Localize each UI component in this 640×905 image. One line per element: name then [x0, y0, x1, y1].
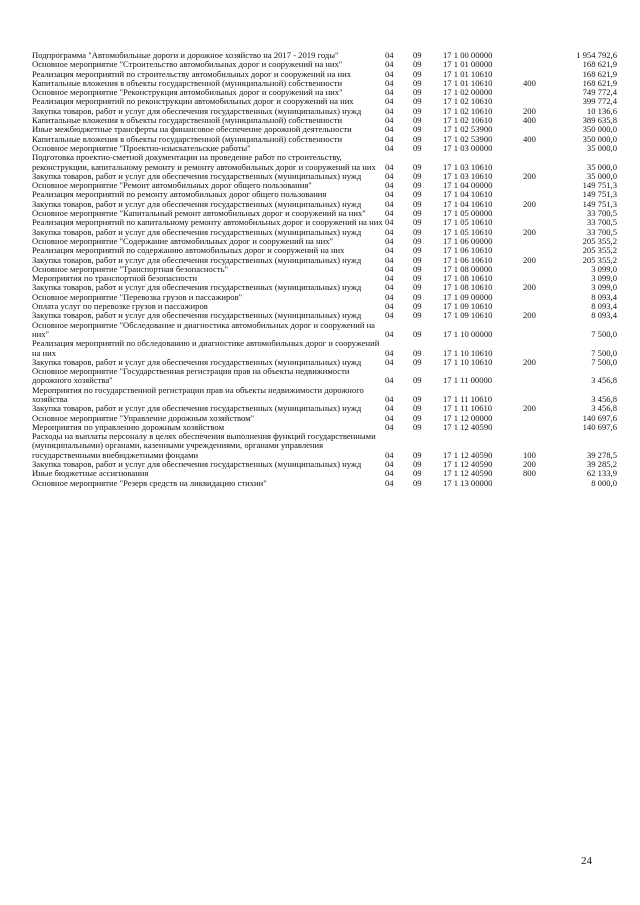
row-target-code: 17 1 10 10610	[443, 347, 493, 358]
row-name: Закупка товаров, работ и услуг для обеспечения государственных (муниципальных) нужд	[32, 105, 362, 116]
row-amount: 33 700,5	[586, 226, 617, 237]
row-subsection: 09	[413, 226, 422, 237]
row-subsection: 09	[413, 142, 422, 153]
row-name: Мероприятия по транспортной безопасности	[32, 273, 198, 284]
row-target-code: 17 1 05 10610	[443, 226, 493, 237]
row-expense-type: 200	[523, 226, 536, 237]
row-name: Основное мероприятие "Ремонт автомобильных дорог общего пользования"	[32, 180, 312, 191]
row-amount: 140 697,6	[582, 412, 617, 423]
row-subsection: 09	[413, 328, 422, 339]
row-amount: 1 954 792,6	[576, 50, 617, 60]
row-section: 04	[385, 459, 394, 470]
row-subsection: 09	[413, 161, 422, 172]
row-expense-type	[523, 367, 557, 386]
row-amount: 8 093,4	[591, 310, 617, 321]
row-target-code: 17 1 03 10610	[443, 170, 493, 181]
row-expense-type: 200	[523, 198, 536, 209]
table-row	[32, 153, 617, 172]
row-target-code: 17 1 12 00000	[443, 412, 493, 423]
row-name: Основное мероприятие "Перевозка грузов и пассажиров"	[32, 291, 243, 302]
row-target-code: 17 1 03 10610	[443, 161, 493, 172]
row-subsection: 09	[413, 189, 422, 200]
row-section: 04	[385, 142, 394, 153]
row-expense-type	[523, 265, 557, 274]
row-subsection: 09	[413, 291, 422, 302]
row-subsection: 09	[413, 449, 422, 460]
row-amount: 8 093,4	[591, 301, 617, 312]
row-amount: 7 500,0	[591, 328, 617, 339]
row-expense-type	[523, 386, 557, 405]
row-expense-type	[523, 51, 557, 60]
row-expense-type: 200	[523, 254, 536, 265]
row-subsection: 09	[413, 468, 422, 479]
row-subsection: 09	[413, 115, 422, 126]
row-target-code: 17 1 04 10610	[443, 198, 493, 209]
row-target-code: 17 1 06 00000	[443, 235, 493, 246]
row-subsection: 09	[413, 170, 422, 181]
row-name: Основное мероприятие "Резерв средств на ликвидацию стихии"	[32, 477, 267, 488]
row-target-code: 17 1 04 10610	[443, 189, 493, 200]
row-section: 04	[385, 263, 394, 274]
row-section: 04	[385, 198, 394, 209]
table-row	[32, 367, 617, 386]
row-target-code: 17 1 02 53900	[443, 124, 493, 135]
row-subsection: 09	[413, 208, 422, 219]
row-subsection: 09	[413, 412, 422, 423]
row-section: 04	[385, 170, 394, 181]
row-name: Закупка товаров, работ и услуг для обеспечения государственных (муниципальных) нужд	[32, 198, 362, 209]
row-amount: 389 635,8	[582, 115, 617, 126]
budget-table	[32, 51, 617, 488]
row-subsection: 09	[413, 347, 422, 358]
row-subsection: 09	[413, 68, 422, 79]
row-subsection: 09	[413, 282, 422, 293]
row-name: Иные межбюджетные трансферты на финансовое обеспечение дорожной деятельности	[32, 124, 352, 135]
row-amount: 749 772,4	[582, 87, 617, 98]
row-name: Закупка товаров, работ и услуг для обеспечения государственных (муниципальных) нужд	[32, 459, 362, 470]
row-amount: 39 278,5	[586, 449, 617, 460]
row-subsection: 09	[413, 77, 422, 88]
table-row	[32, 386, 617, 405]
row-subsection: 09	[413, 87, 422, 98]
row-amount: 350 000,0	[582, 124, 617, 135]
row-section: 04	[385, 96, 394, 107]
row-amount: 7 500,0	[591, 347, 617, 358]
row-name: Закупка товаров, работ и услуг для обеспечения государственных (муниципальных) нужд	[32, 310, 362, 321]
row-amount: 149 751,3	[582, 189, 617, 200]
row-name: Реализация мероприятий по ремонту автомобильных дорог общего пользования	[32, 189, 327, 200]
row-expense-type	[523, 209, 557, 218]
row-section: 04	[385, 161, 394, 172]
row-section: 04	[385, 449, 394, 460]
row-expense-type: 200	[523, 403, 536, 414]
row-subsection: 09	[413, 421, 422, 432]
row-subsection: 09	[413, 263, 422, 274]
row-target-code: 17 1 01 10610	[443, 77, 493, 88]
row-subsection: 09	[413, 477, 422, 488]
row-name: Закупка товаров, работ и услуг для обеспечения государственных (муниципальных) нужд	[32, 170, 362, 181]
row-subsection: 09	[413, 273, 422, 284]
row-expense-type	[523, 423, 557, 432]
row-target-code: 17 1 06 10610	[443, 245, 493, 256]
row-name: Капитальные вложения в объекты государственной (муниципальной) собственности	[32, 115, 343, 126]
row-subsection: 09	[413, 198, 422, 209]
row-amount: 10 136,6	[586, 105, 617, 116]
row-expense-type	[523, 181, 557, 190]
row-subsection: 09	[413, 235, 422, 246]
row-expense-type	[523, 153, 557, 172]
row-name: Закупка товаров, работ и услуг для обеспечения государственных (муниципальных) нужд	[32, 282, 362, 293]
row-section: 04	[385, 477, 394, 488]
row-name: Основное мероприятие "Управление дорожным хозяйством"	[32, 412, 255, 423]
row-target-code: 17 1 00 00000	[443, 50, 493, 60]
row-name: Основное мероприятие "Реконструкция автомобильных дорог и сооружений на них"	[32, 87, 343, 98]
row-expense-type	[523, 293, 557, 302]
row-amount: 62 133,9	[586, 468, 617, 479]
row-amount: 205 355,2	[582, 254, 617, 265]
row-amount: 33 700,5	[586, 208, 617, 219]
row-amount: 399 772,4	[582, 96, 617, 107]
row-amount: 350 000,0	[582, 133, 617, 144]
row-section: 04	[385, 208, 394, 219]
row-name: Оплата услуг по перевозке грузов и пассажиров	[32, 301, 208, 312]
row-section: 04	[385, 273, 394, 284]
row-name: Закупка товаров, работ и услуг для обеспечения государственных (муниципальных) нужд	[32, 226, 362, 237]
row-subsection: 09	[413, 254, 422, 265]
row-name: Капитальные вложения в объекты государственной (муниципальной) собственности	[32, 133, 343, 144]
row-name: Реализация мероприятий по строительству автомобильных дорог и сооружений на них	[32, 68, 352, 79]
row-expense-type: 200	[523, 459, 536, 470]
row-target-code: 17 1 03 00000	[443, 142, 493, 153]
row-name: Мероприятия по управлению дорожным хозяйством	[32, 421, 225, 432]
row-section: 04	[385, 328, 394, 339]
row-expense-type: 800	[523, 468, 536, 479]
row-section: 04	[385, 226, 394, 237]
row-expense-type: 400	[523, 133, 536, 144]
row-amount: 8 000,0	[591, 477, 617, 488]
row-expense-type: 100	[523, 449, 536, 460]
row-amount: 8 093,4	[591, 291, 617, 302]
table-row	[32, 321, 617, 340]
row-name: Закупка товаров, работ и услуг для обеспечения государственных (муниципальных) нужд	[32, 254, 362, 265]
row-section: 04	[385, 421, 394, 432]
row-subsection: 09	[413, 356, 422, 367]
row-section: 04	[385, 77, 394, 88]
row-section: 04	[385, 412, 394, 423]
row-name: Закупка товаров, работ и услуг для обеспечения государственных (муниципальных) нужд	[32, 403, 362, 414]
row-subsection: 09	[413, 301, 422, 312]
row-section: 04	[385, 291, 394, 302]
row-name: Иные бюджетные ассигнования	[32, 468, 149, 479]
row-section: 04	[385, 217, 394, 228]
table-row	[32, 479, 617, 488]
row-target-code: 17 1 13 00000	[443, 477, 493, 488]
row-amount: 3 456,8	[591, 393, 617, 404]
row-target-code: 17 1 05 10610	[443, 217, 493, 228]
row-amount: 3 099,0	[591, 273, 617, 284]
row-subsection: 09	[413, 50, 422, 60]
row-amount: 205 355,2	[582, 235, 617, 246]
row-section: 04	[385, 468, 394, 479]
row-subsection: 09	[413, 403, 422, 414]
row-section: 04	[385, 245, 394, 256]
budget-table-body	[32, 51, 617, 488]
row-target-code: 17 1 06 10610	[443, 254, 493, 265]
row-name: Основное мероприятие "Строительство автомобильных дорог и сооружений на них"	[32, 59, 343, 70]
row-name: Реализация мероприятий по обследованию и диагностике автомобильных дорог и сооружений на них	[32, 338, 380, 358]
row-target-code: 17 1 09 10610	[443, 301, 493, 312]
row-target-code: 17 1 11 00000	[443, 375, 493, 386]
row-name: Реализация мероприятий по капитальному ремонту автомобильных дорог и сооружений на них	[32, 217, 383, 228]
row-target-code: 17 1 08 10610	[443, 282, 493, 293]
row-expense-type	[523, 479, 557, 488]
row-target-code: 17 1 10 10610	[443, 356, 493, 367]
row-amount: 149 751,3	[582, 198, 617, 209]
row-amount: 205 355,2	[582, 245, 617, 256]
row-amount: 39 285,2	[586, 459, 617, 470]
row-name: Закупка товаров, работ и услуг для обеспечения государственных (муниципальных) нужд	[32, 356, 362, 367]
row-section: 04	[385, 105, 394, 116]
row-target-code: 17 1 12 40590	[443, 468, 493, 479]
row-name: Капитальные вложения в объекты государственной (муниципальной) собственности	[32, 77, 343, 88]
row-name: Основное мероприятие "Обследование и диагностика автомобильных дорог и сооружений на них"	[32, 319, 375, 339]
row-target-code: 17 1 02 10610	[443, 115, 493, 126]
row-section: 04	[385, 301, 394, 312]
row-subsection: 09	[413, 393, 422, 404]
row-expense-type: 200	[523, 170, 536, 181]
row-name: Реализация мероприятий по реконструкции автомобильных дорог и сооружений на них	[32, 96, 354, 107]
row-amount: 7 500,0	[591, 356, 617, 367]
row-target-code: 17 1 02 53900	[443, 133, 493, 144]
row-target-code: 17 1 01 10610	[443, 68, 493, 79]
row-name: Подготовка проектно-сметной документации на проведение работ по строительству, реконструкции, капитальному ремонту и ремонту автомобильных дорог и сооружений на них	[32, 152, 376, 172]
row-name: Основное мероприятие "Транспортная безопасность"	[32, 263, 229, 274]
row-target-code: 17 1 10 00000	[443, 328, 493, 339]
row-target-code: 17 1 09 00000	[443, 291, 493, 302]
row-expense-type	[523, 321, 557, 340]
row-target-code: 17 1 08 00000	[443, 263, 493, 274]
row-amount: 3 456,8	[591, 403, 617, 414]
row-section: 04	[385, 189, 394, 200]
row-section: 04	[385, 393, 394, 404]
row-section: 04	[385, 282, 394, 293]
row-section: 04	[385, 254, 394, 265]
row-amount: 33 700,5	[586, 217, 617, 228]
row-target-code: 17 1 02 10610	[443, 96, 493, 107]
row-section: 04	[385, 310, 394, 321]
row-name: Мероприятия по государственной регистрации прав на объекты недвижимости дорожного хозяйства	[32, 384, 364, 404]
row-target-code: 17 1 01 00000	[443, 59, 493, 70]
row-name: Основное мероприятие "Капитальный ремонт автомобильных дорог и сооружений на них"	[32, 208, 366, 219]
row-section: 04	[385, 356, 394, 367]
row-expense-type: 400	[523, 115, 536, 126]
row-target-code: 17 1 12 40590	[443, 421, 493, 432]
row-amount: 35 000,0	[586, 170, 617, 181]
row-subsection: 09	[413, 459, 422, 470]
row-subsection: 09	[413, 217, 422, 228]
row-expense-type: 200	[523, 356, 536, 367]
row-section: 04	[385, 87, 394, 98]
row-amount: 149 751,3	[582, 180, 617, 191]
row-target-code: 17 1 08 10610	[443, 273, 493, 284]
row-name: Основное мероприятие "Проектно-изыскательские работы"	[32, 142, 251, 153]
row-amount: 3 456,8	[591, 375, 617, 386]
row-subsection: 09	[413, 105, 422, 116]
row-subsection: 09	[413, 59, 422, 70]
row-expense-type: 200	[523, 105, 536, 116]
row-target-code: 17 1 12 40590	[443, 459, 493, 470]
row-amount: 35 000,0	[586, 142, 617, 153]
row-expense-type	[523, 60, 557, 69]
row-expense-type: 200	[523, 310, 536, 321]
row-subsection: 09	[413, 245, 422, 256]
table-row	[32, 339, 617, 358]
row-amount: 35 000,0	[586, 161, 617, 172]
row-amount: 3 099,0	[591, 282, 617, 293]
row-expense-type: 400	[523, 77, 536, 88]
row-name: Реализация мероприятий по содержанию автомобильных дорог и сооружений на них	[32, 245, 345, 256]
row-expense-type	[523, 339, 557, 358]
row-name: Расходы на выплаты персоналу в целях обеспечения выполнения функций государственными (муниципальными) органами, казенными учреждениями, органами управления государственными внебюджетными фондами	[32, 431, 376, 460]
row-target-code: 17 1 12 40590	[443, 449, 493, 460]
row-amount: 168 621,9	[582, 59, 617, 70]
row-amount: 168 621,9	[582, 68, 617, 79]
row-expense-type: 200	[523, 282, 536, 293]
row-target-code: 17 1 04 00000	[443, 180, 493, 191]
row-section: 04	[385, 403, 394, 414]
row-section: 04	[385, 375, 394, 386]
row-name: Основное мероприятие "Содержание автомобильных дорог и сооружений на них"	[32, 235, 334, 246]
row-expense-type	[523, 237, 557, 246]
row-target-code: 17 1 09 10610	[443, 310, 493, 321]
row-target-code: 17 1 02 10610	[443, 105, 493, 116]
row-name: Подпрограмма "Автомобильные дороги и дорожное хозяйство на 2017 - 2019 годы"	[32, 50, 339, 60]
page-number: 24	[581, 855, 592, 867]
row-subsection: 09	[413, 375, 422, 386]
row-section: 04	[385, 68, 394, 79]
row-section: 04	[385, 235, 394, 246]
row-amount: 3 099,0	[591, 263, 617, 274]
row-amount: 140 697,6	[582, 421, 617, 432]
row-expense-type	[523, 414, 557, 423]
row-section: 04	[385, 115, 394, 126]
row-expense-type	[523, 144, 557, 153]
row-expense-type	[523, 88, 557, 97]
row-subsection: 09	[413, 133, 422, 144]
row-amount: 168 621,9	[582, 77, 617, 88]
row-subsection: 09	[413, 180, 422, 191]
row-target-code: 17 1 02 00000	[443, 87, 493, 98]
row-subsection: 09	[413, 310, 422, 321]
row-section: 04	[385, 180, 394, 191]
row-section: 04	[385, 59, 394, 70]
row-target-code: 17 1 11 10610	[443, 393, 493, 404]
row-name: Основное мероприятие "Государственная регистрация прав на объекты недвижимости дорожного хозяйства"	[32, 366, 350, 386]
row-target-code: 17 1 05 00000	[443, 208, 493, 219]
row-section: 04	[385, 133, 394, 144]
row-target-code: 17 1 11 10610	[443, 403, 493, 414]
row-subsection: 09	[413, 96, 422, 107]
row-subsection: 09	[413, 124, 422, 135]
row-section: 04	[385, 347, 394, 358]
table-row	[32, 432, 617, 460]
row-section: 04	[385, 50, 394, 60]
row-section: 04	[385, 124, 394, 135]
